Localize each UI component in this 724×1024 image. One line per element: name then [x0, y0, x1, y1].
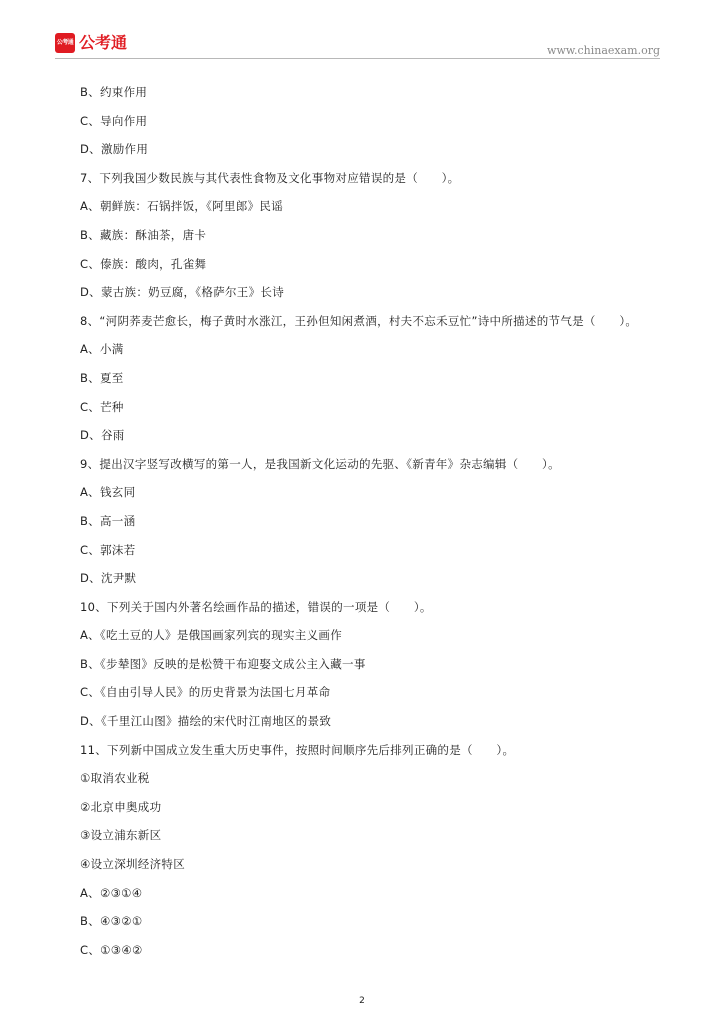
page-number: 2	[359, 996, 365, 1006]
list-item: ①取消农业税	[80, 771, 150, 786]
option-line: B、《步辇图》反映的是松赞干布迎娶文成公主入藏一事	[80, 656, 366, 671]
list-item: ④设立深圳经济特区	[80, 857, 186, 872]
option-line: C、《自由引导人民》的历史背景为法国七月革命	[80, 685, 331, 700]
list-item: ②北京申奥成功	[80, 799, 162, 814]
option-line: C、①③④②	[80, 942, 143, 957]
option-line: B、藏族：酥油茶，唐卡	[80, 227, 207, 242]
option-line: C、郭沫若	[80, 542, 136, 557]
option-line: D、激励作用	[80, 142, 149, 157]
option-line: D、蒙古族：奶豆腐，《格萨尔王》长诗	[80, 285, 285, 300]
logo-badge-icon: 公考通	[55, 33, 75, 53]
site-url: www.chinaexam.org	[547, 44, 660, 57]
option-line: B、高一涵	[80, 513, 136, 528]
option-line: D、沈尹默	[80, 571, 137, 586]
document-body	[80, 78, 680, 964]
option-line: A、小满	[80, 342, 124, 357]
question-line: 8、“河阴荞麦芒愈长，梅子黄时水涨江，王孙但知闲煮酒，村夫不忘禾豆忙”诗中所描述的节气是（ ）。	[80, 313, 638, 328]
option-line: B、④③②①	[80, 914, 143, 929]
option-line: A、朝鲜族：石锅拌饭，《阿里郎》民谣	[80, 199, 284, 214]
option-line: A、②③①④	[80, 885, 143, 900]
option-line: A、钱玄同	[80, 485, 136, 500]
question-line: 10、下列关于国内外著名绘画作品的描述，错误的一项是（ ）。	[80, 599, 432, 614]
list-item: ③设立浦东新区	[80, 828, 162, 843]
option-line: C、导向作用	[80, 113, 148, 128]
logo-name: 公考通	[79, 33, 128, 52]
logo	[55, 33, 127, 53]
question-line: 11、下列新中国成立发生重大历史事件，按照时间顺序先后排列正确的是（ ）。	[80, 742, 515, 757]
option-line: B、约束作用	[80, 85, 148, 99]
option-line: D、谷雨	[80, 428, 125, 443]
page-header	[0, 0, 724, 60]
question-line: 7、下列我国少数民族与其代表性食物及文化事物对应错误的是（ ）。	[80, 170, 460, 185]
option-line: A、《吃土豆的人》是俄国画家列宾的现实主义画作	[80, 628, 343, 643]
option-line: C、芒种	[80, 399, 124, 414]
option-line: B、夏至	[80, 370, 124, 385]
question-line: 9、提出汉字竖写改横写的第一人，是我国新文化运动的先驱、《新青年》杂志编辑（ ）。	[80, 456, 560, 471]
option-line: D、《千里江山图》描绘的宋代时江南地区的景致	[80, 714, 332, 729]
header-divider	[55, 58, 660, 59]
option-line: C、傣族：酸肉，孔雀舞	[80, 256, 207, 271]
